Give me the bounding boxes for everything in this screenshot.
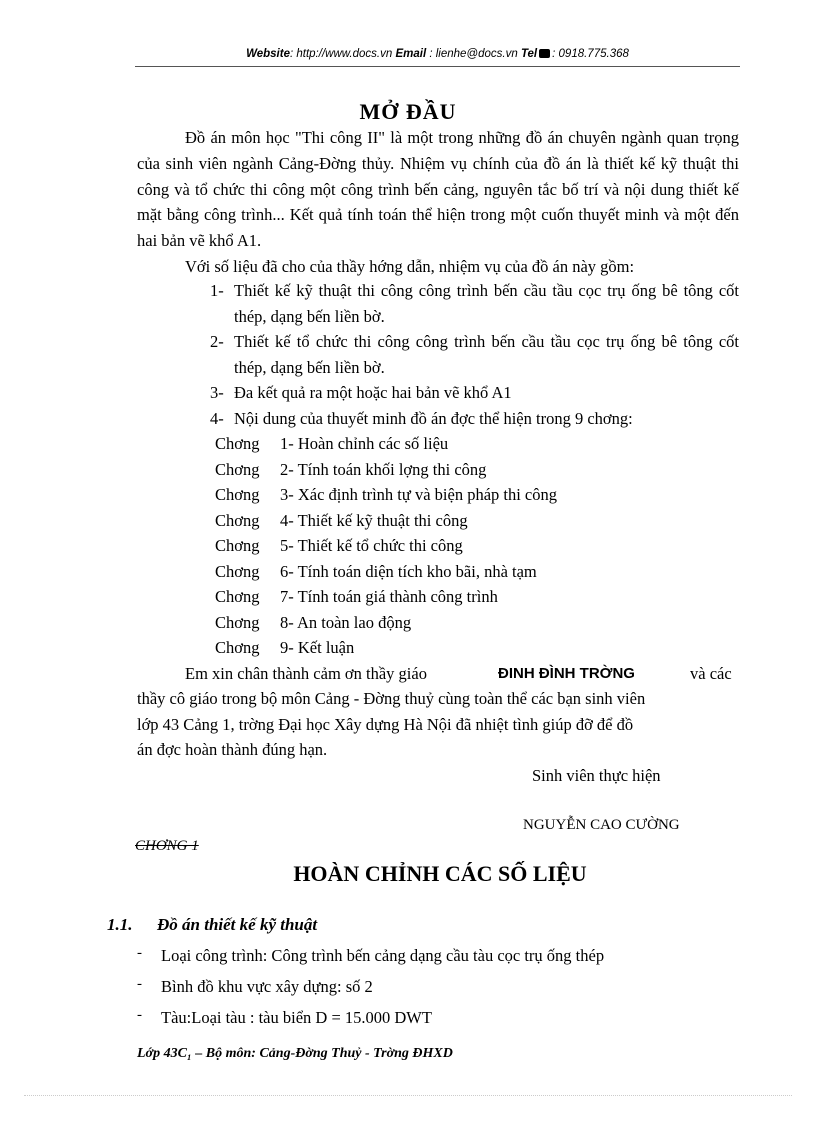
email-label: Email — [395, 48, 427, 60]
chapter-item: 1- Hoàn chỉnh các số liệu — [280, 434, 449, 453]
bullet-dash-icon: - — [137, 945, 142, 961]
page-footer: Lớp 43C₁ – Bộ môn: Cảng-Đờng Thuỷ - Trờng ĐHXD — [137, 1046, 453, 1061]
thanks-text: lớp 43 Cảng 1, trờng Đại học Xây dựng Hà Nội đã nhiệt tình giúp đỡ để đồ — [137, 715, 634, 734]
supervisor-name: ĐINH ĐÌNH TRỜNG — [498, 665, 635, 682]
chapter-item: 4- Thiết kế kỹ thuật thi công — [280, 511, 468, 530]
task-number: 1- — [210, 281, 224, 300]
chapter-item: 6- Tính toán diện tích kho bãi, nhà tạm — [280, 562, 537, 581]
chapter-item: 5- Thiết kế tổ chức thi công — [280, 536, 463, 555]
page-header — [135, 48, 740, 67]
list-item: Loại công trình: Công trình bến cảng dạng cầu tàu cọc trụ ống thép — [161, 946, 605, 965]
chapter-title: HOÀN CHỈNH CÁC SỐ LIỆU — [293, 861, 587, 886]
thanks-text: và các — [690, 664, 732, 683]
chapter-label: Chơng — [215, 511, 260, 530]
divider — [24, 1095, 792, 1096]
chapter-label: CHƠNG 1 — [135, 838, 199, 854]
task-text: Nội dung của thuyết minh đồ án đợc thể hiện trong 9 chơng: — [234, 409, 633, 428]
section-heading — [107, 915, 317, 935]
tel-value: : 0918.775.368 — [552, 48, 629, 60]
chapter-label: Chơng — [215, 460, 260, 479]
bullet-dash-icon: - — [137, 1007, 142, 1023]
signature-name: NGUYỄN CAO CƯỜNG — [523, 817, 680, 833]
task-number: 3- — [210, 383, 224, 402]
thanks-text: Em xin chân thành cảm ơn thầy giáo — [185, 664, 427, 683]
section-title: Đồ án thiết kế kỹ thuật — [157, 915, 318, 934]
website-label: Website — [246, 48, 290, 60]
intro — [137, 125, 739, 280]
signature-role: Sinh viên thực hiện — [532, 766, 661, 785]
intro-tasks-lead: Với số liệu đã cho của thầy hớng dẫn, nhiệm vụ của đồ án này gồm: — [185, 256, 635, 276]
chapter-item: 2- Tính toán khối lợng thi công — [280, 460, 487, 479]
section-number: 1.1. — [107, 915, 133, 934]
page-title: MỞ ĐẦU — [359, 99, 457, 124]
bullet-dash-icon: - — [137, 976, 142, 992]
chapter-item: 9- Kết luận — [280, 638, 355, 657]
intro-paragraph: Đồ án môn học "Thi công II" là một trong những đồ án chuyên ngành quan trọng của sinh viên ngành Cảng-Đờng thủy. Nhiệm vụ chính của đồ án là thiết kế kỹ thuật thi công và tổ chức thi công một công trình bến cảng, nguyên tắc bố trí và nội dung thiết kế mặt bằng công trình... Kết quả tính toán thể hiện trong một cuốn thuyết minh và một đến hai bản vẽ khổ A1. — [137, 128, 739, 251]
task-number: 2- — [210, 332, 224, 351]
task-text: Thiết kế kỹ thuật thi công công trình bến cầu tầu cọc trụ ống bê tông cốt thép, dạng bến liền bờ. — [234, 281, 739, 326]
chapter-label: Chơng — [215, 587, 260, 606]
chapter-label: Chơng — [215, 485, 260, 504]
chapter-label: Chơng — [215, 613, 260, 632]
task-text: Đa kết quả ra một hoặc hai bản vẽ khổ A1 — [234, 383, 512, 402]
email-value[interactable]: : lienhe@docs.vn — [429, 48, 518, 60]
chapter-item: 7- Tính toán giá thành công trình — [280, 587, 498, 606]
thanks-text: thầy cô giáo trong bộ môn Cảng - Đờng thuỷ cùng toàn thể các bạn sinh viên — [137, 689, 646, 708]
chapter-label: Chơng — [215, 536, 260, 555]
phone-icon — [539, 49, 550, 58]
chapter-label: Chơng — [215, 638, 260, 657]
thanks-text: án đợc hoàn thành đúng hạn. — [137, 740, 328, 759]
task-number: 4- — [210, 409, 224, 428]
task-text: Thiết kế tổ chức thi công công trình bến cầu tầu cọc trụ ống bê tông cốt thép, dạng bến liền bờ. — [234, 332, 739, 377]
chapter-label: Chơng — [215, 562, 260, 581]
website-value[interactable]: : http://www.docs.vn — [289, 48, 393, 60]
chapter-item: 8- An toàn lao động — [280, 613, 412, 632]
list-item: Bình đồ khu vực xây dựng: số 2 — [161, 977, 373, 996]
chapter-label: Chơng — [215, 434, 260, 453]
tel-label: Tel — [520, 48, 538, 60]
list-item: Tàu:Loại tàu : tàu biển D = 15.000 DWT — [161, 1008, 432, 1027]
chapter-item: 3- Xác định trình tự và biện pháp thi công — [280, 485, 558, 504]
